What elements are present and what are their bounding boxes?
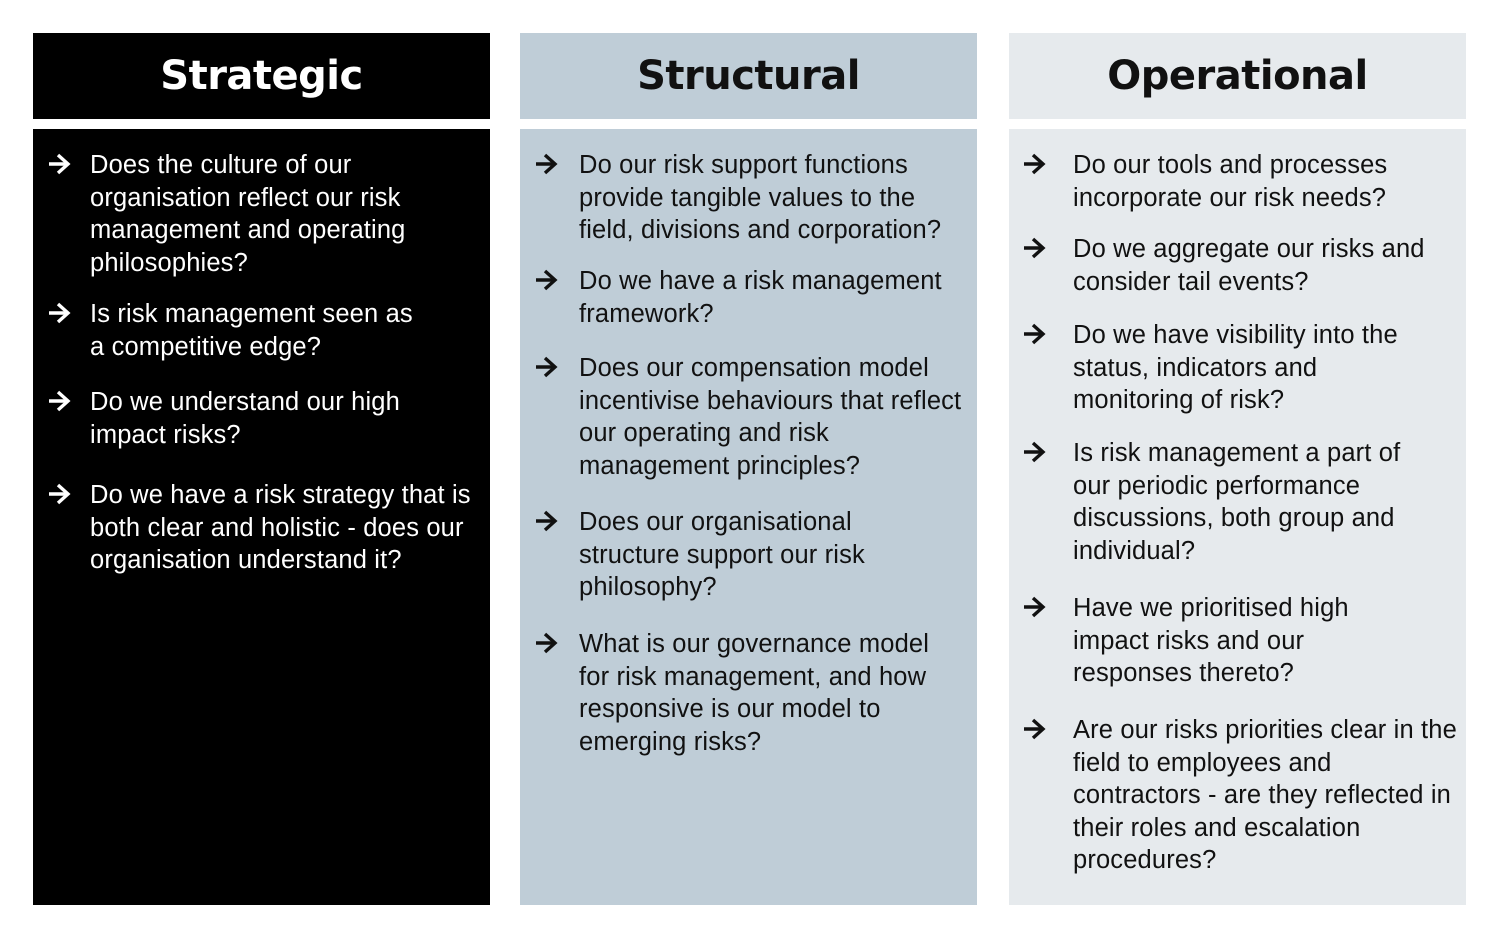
arrow-right-icon bbox=[535, 269, 561, 291]
column-title: Operational bbox=[1009, 33, 1466, 119]
arrow-right-icon bbox=[48, 483, 74, 505]
column-title: Structural bbox=[520, 33, 977, 119]
item-text: What is our governance model for risk management, and how responsive is our model to emerging risks? bbox=[579, 630, 930, 756]
item-text: Is risk management a part of our periodic performance discussions, both group and individual? bbox=[1073, 439, 1401, 565]
arrow-right-icon bbox=[48, 153, 74, 175]
arrow-right-icon bbox=[1023, 718, 1049, 740]
arrow-right-icon bbox=[1023, 596, 1049, 618]
item-text: Do we understand our high impact risks? bbox=[90, 388, 400, 449]
item-text: Does our organisational structure support our risk philosophy? bbox=[579, 508, 865, 601]
column-body bbox=[1009, 129, 1466, 905]
item-text: Do we have a risk management framework? bbox=[579, 267, 942, 328]
item-text: Do we aggregate our risks and consider tail events? bbox=[1073, 235, 1425, 296]
arrow-right-icon bbox=[535, 632, 561, 654]
arrow-right-icon bbox=[1023, 323, 1049, 345]
item-text: Do we have visibility into the status, indicators and monitoring of risk? bbox=[1073, 321, 1398, 414]
item-text: Do we have a risk strategy that is both clear and holistic - does our organisation understand it? bbox=[90, 481, 471, 574]
column-operational bbox=[1009, 33, 1466, 874]
arrow-right-icon bbox=[1023, 153, 1049, 175]
arrow-right-icon bbox=[535, 510, 561, 532]
item-text: Does our compensation model incentivise behaviours that reflect our operating and risk management principles? bbox=[579, 354, 962, 480]
arrow-right-icon bbox=[1023, 237, 1049, 259]
column-strategic bbox=[33, 33, 490, 574]
arrow-right-icon bbox=[48, 390, 74, 412]
column-body bbox=[520, 129, 977, 905]
arrow-right-icon bbox=[535, 153, 561, 175]
column-structural bbox=[520, 33, 977, 756]
item-text: Does the culture of our organisation reflect our risk management and operating philosophies? bbox=[90, 151, 406, 277]
item-text: Have we prioritised high impact risks and our responses thereto? bbox=[1073, 594, 1349, 687]
arrow-right-icon bbox=[535, 356, 561, 378]
item-text: Are our risks priorities clear in the field to employees and contractors - are they reflected in their roles and escalation procedures? bbox=[1073, 716, 1457, 874]
item-text: Is risk management seen as a competitive edge? bbox=[90, 300, 413, 361]
item-text: Do our risk support functions provide tangible values to the field, divisions and corporation? bbox=[579, 151, 942, 244]
column-title: Strategic bbox=[33, 33, 490, 119]
item-text: Do our tools and processes incorporate our risk needs? bbox=[1073, 151, 1388, 212]
column-body bbox=[33, 129, 490, 905]
arrow-right-icon bbox=[48, 302, 74, 324]
arrow-right-icon bbox=[1023, 441, 1049, 463]
